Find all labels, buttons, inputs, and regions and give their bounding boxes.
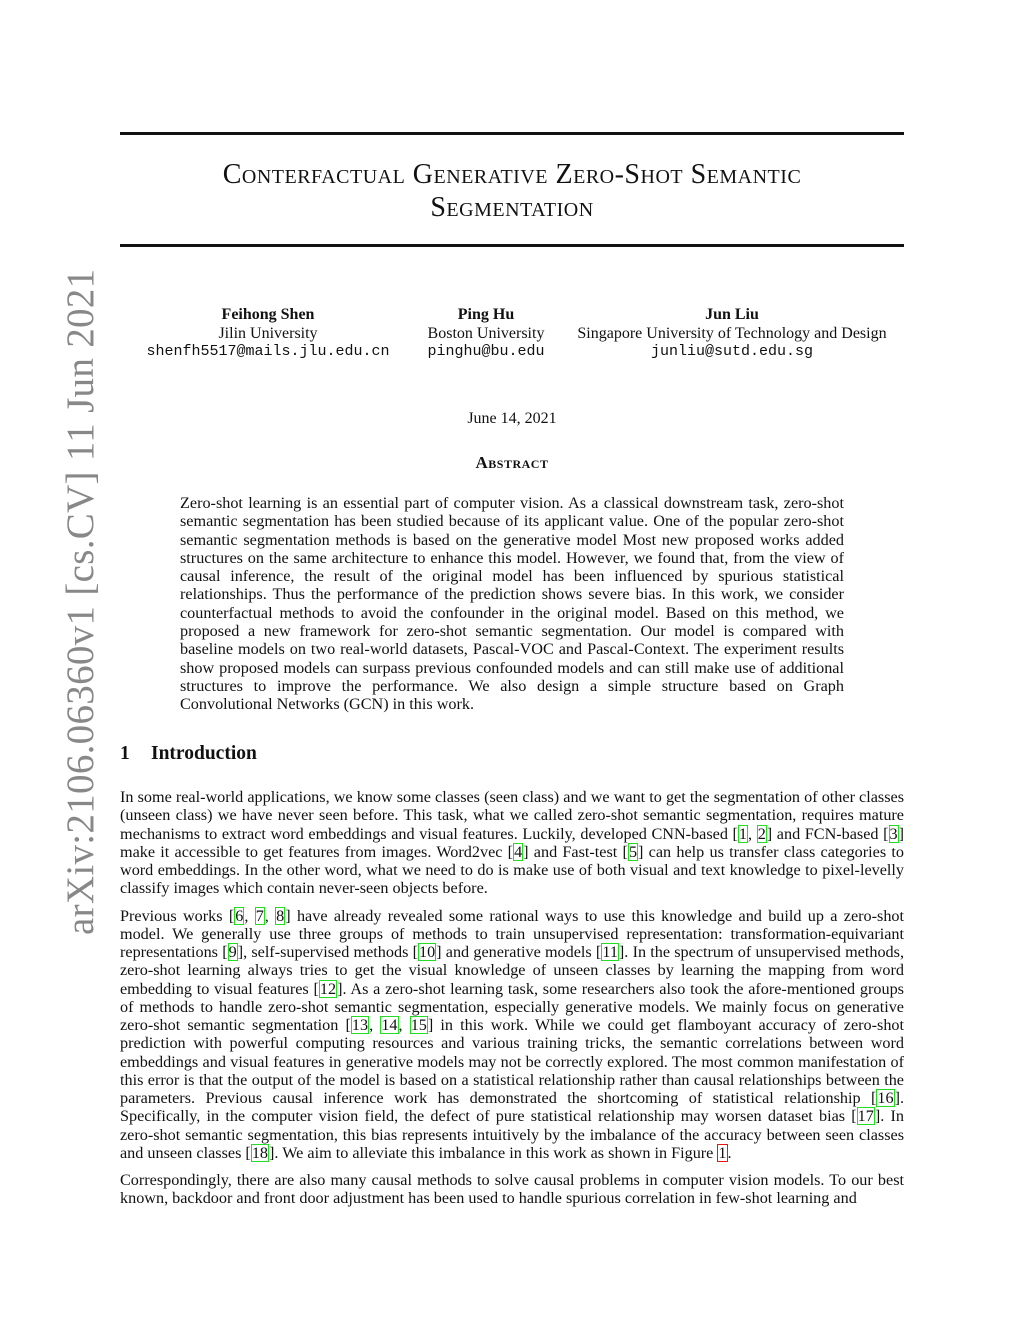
citation-link[interactable]: 14 (381, 1016, 398, 1034)
paragraph-text: , (748, 824, 757, 843)
title-line-1: Conterfactual Generative Zero-Shot Semantic (222, 159, 802, 190)
paragraph (120, 907, 904, 1163)
author-name: Jun Liu (705, 306, 759, 323)
citation-link[interactable]: 1 (738, 824, 748, 843)
citation-link[interactable]: 11 (602, 943, 618, 961)
citation-link[interactable]: 3 (889, 824, 898, 843)
paragraph-text: ]. In the spectrum of unsupervised methods, zero-shot learning always tries to get the visual knowledge of unseen classes by learning the mapping from word embedding to visual features [ (120, 943, 904, 998)
author (427, 306, 544, 362)
author-affiliation: Boston University (427, 324, 545, 342)
date: June 14, 2021 (467, 410, 557, 427)
citation-link[interactable]: 16 (877, 1089, 894, 1107)
paragraph-text: In some real-world applications, we know some classes (seen class) and we want to get the segmentation of other classes (unseen class) we have never seen before. This task, what we called zero-shot semantic segmentation, requires mature mechanisms to extract word embeddings and visual features. Luckily, developed CNN-based [ (120, 788, 904, 843)
paragraph-text: ]. In zero-shot semantic segmentation, this bias represents intuitively by the imbalance of the accuracy between seen classes and unseen classes [ (120, 1107, 904, 1162)
citation-link[interactable]: 10 (418, 943, 436, 961)
abstract-heading: Abstract (475, 453, 549, 472)
author-affiliation: Jilin University (218, 324, 318, 342)
paragraph-text: Previous works [ (120, 906, 235, 925)
author (577, 306, 886, 362)
paragraph-text: ] in this work. While we could get flamboyant accuracy of zero-shot prediction with powerful computing resources and various training tricks, the semantic correlations between word embeddings and visual features in generative models may not be correctly explored. The most common manifestation of this error is that the output of the model is based on a statistical relationship rather than causal relationships between the parameters. Previous causal inference work has demonstrated the shortcoming of statistical relationship [ (120, 1016, 905, 1107)
paragraph-text: ] have already revealed some rational ways to use this knowledge and build up a zero-shot model. We generally use three groups of methods to train unsupervised representation: transformation-equivariant representations [ (120, 906, 905, 961)
citation-link[interactable]: 18 (251, 1143, 268, 1162)
author-name: Ping Hu (457, 306, 515, 323)
arxiv-identifier: arXiv:2106.06360v1 [cs.CV] 11 Jun 2021 (59, 268, 102, 935)
citation-link[interactable]: 12 (319, 979, 337, 998)
citation-link[interactable]: 7 (255, 906, 264, 925)
paragraph (120, 1171, 904, 1208)
section-title: Introduction (151, 743, 257, 764)
paragraph-text: ]. Specifically, in the computer vision field, the defect of pure statistical relationship may worsen dataset bias [ (120, 1089, 904, 1126)
paragraph-text: ] and Fast-test [ (523, 842, 628, 861)
abstract-text: Zero-shot learning is an essential part of computer vision. As a classical downstream task, zero-shot semantic segmentation has been studied because of its applicant value. One of the popular zero-shot semantic segmentation methods is based on the generative model Most new proposed works added structures on the same architecture to enhance this model. However, we found that, from the view of causal inference, the result of the original model has been influenced by spurious statistical relationships. Thus the performance of the prediction shows severe bias. In this work, we consider counterfactual methods to avoid the confounder in the original model. Based on this method, we proposed a new framework for zero-shot semantic segmentation. Our model is compared with baseline models on two real-world datasets, Pascal-VOC and Pascal-Context. The experiment results show proposed models can surpass previous confounded models and can still make use of additional structures to improve the performance. We also design a simple structure based on Graph Convolutional Networks (GCN) in this work. (180, 494, 844, 714)
paragraph-text: ]. We aim to alleviate this imbalance in this work as shown in Figure (269, 1143, 718, 1162)
citation-link[interactable]: 15 (410, 1016, 427, 1034)
paragraph (120, 788, 904, 898)
author (146, 306, 389, 362)
bottom-rule (120, 244, 904, 247)
paragraph-text: ], self-supervised methods [ (237, 943, 418, 961)
paragraph-text: ]. As a zero-shot learning task, some researchers also took the afore-mentioned groups of methods to handle zero-shot semantic segmentation, especially generative models. We mainly focus on generative zero-shot semantic segmentation [ (120, 979, 904, 1034)
citation-link[interactable]: 13 (351, 1016, 369, 1034)
paragraph-text: . (727, 1143, 732, 1162)
citation-link[interactable]: 4 (514, 842, 523, 861)
citation-link[interactable]: 8 (276, 906, 285, 925)
paragraph-text: ] and FCN-based [ (766, 824, 889, 843)
author-email: shenfh5517@mails.jlu.edu.cn (146, 343, 390, 360)
citation-link[interactable]: 17 (857, 1107, 874, 1126)
section-number: 1 (120, 743, 130, 764)
author-email: junliu@sutd.edu.sg (650, 343, 814, 360)
citation-link[interactable]: 6 (235, 906, 244, 925)
title-line-2: Segmentation (430, 192, 594, 223)
top-rule (120, 132, 904, 135)
figure-reference-link[interactable]: 1 (718, 1143, 727, 1162)
citation-link[interactable]: 9 (228, 943, 237, 961)
section-heading (120, 743, 257, 765)
paper-title (120, 158, 904, 224)
paragraph-text: ] can help us transfer class categories to word embeddings. In the other word, what we need to do is make use of both visual and text knowledge to pixel-levelly classify images which contain never-seen objects before. (120, 842, 904, 898)
author-email: pinghu@bu.edu (427, 343, 545, 360)
body-text (120, 788, 904, 1217)
author-name: Feihong Shen (221, 306, 315, 323)
paragraph-text: , (264, 906, 276, 925)
paragraph-text: , (398, 1016, 410, 1034)
citation-link[interactable]: 5 (628, 842, 638, 861)
paragraph-text: ] make it accessible to get features from images. Word2vec [ (120, 824, 905, 861)
paragraph-text: , (369, 1016, 381, 1034)
citation-link[interactable]: 2 (757, 824, 766, 843)
paragraph-text: ] and generative models [ (436, 943, 602, 961)
author-affiliation: Singapore University of Technology and Design (577, 324, 887, 342)
paragraph-text: , (244, 906, 255, 925)
paragraph-text: Correspondingly, there are also many causal methods to solve causal problems in computer vision models. To our best known, backdoor and front door adjustment has been used to handle spurious correlation in few-shot learning and (120, 1171, 904, 1208)
